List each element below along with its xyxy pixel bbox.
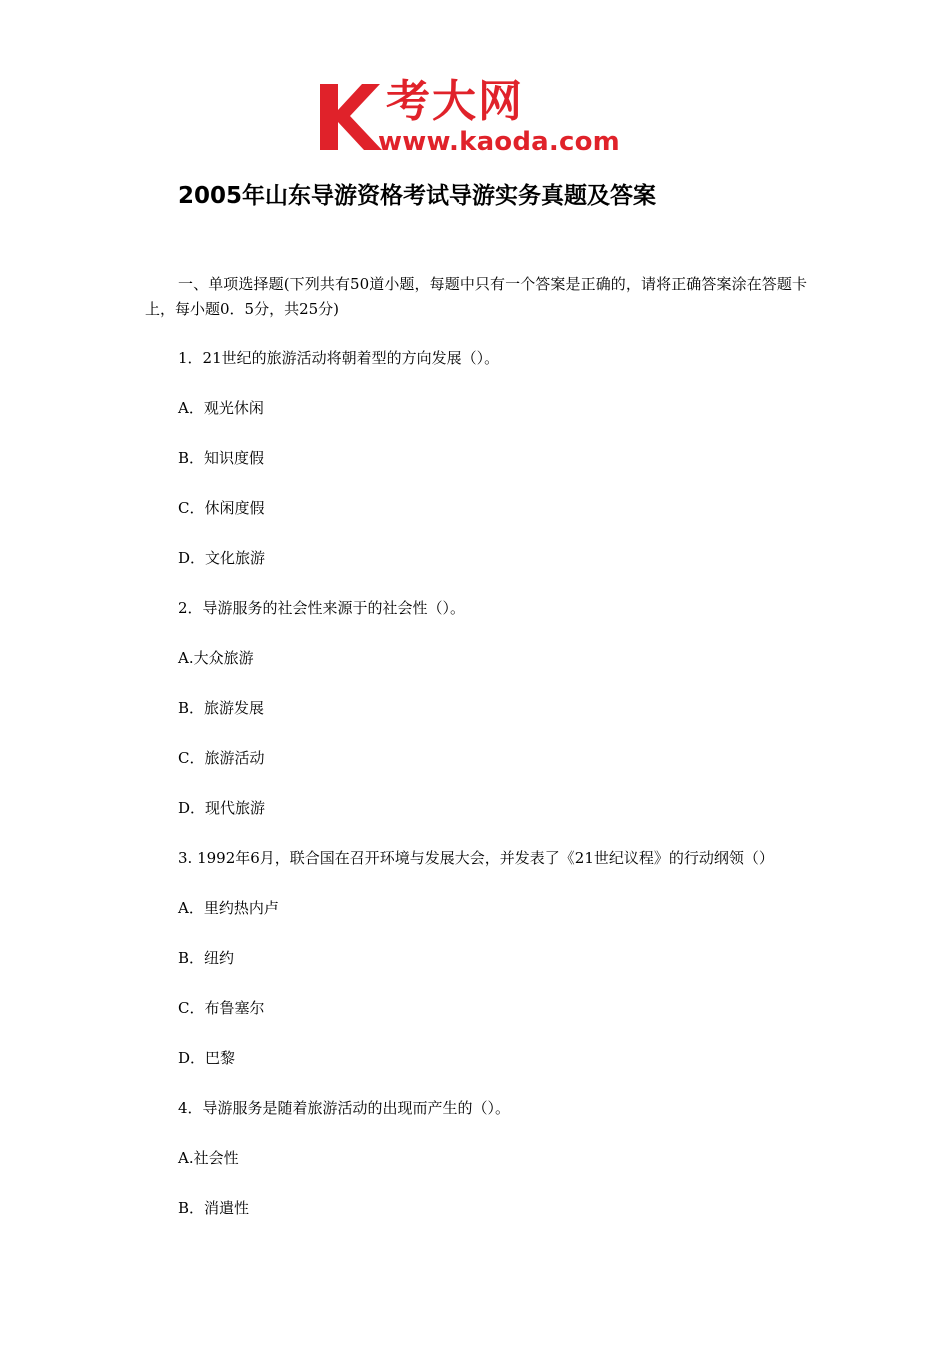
question-option: C．休闲度假: [178, 499, 265, 517]
question-option: D．现代旅游: [178, 799, 266, 817]
document-title: 2005年山东导游资格考试导游实务真题及答案: [178, 183, 657, 209]
question-option: A.社会性: [178, 1149, 239, 1167]
question-option: B．纽约: [178, 949, 235, 967]
logo-url-text: www.kaoda.com: [378, 127, 620, 157]
question-option: D．文化旅游: [178, 549, 266, 567]
question-option: B．消遣性: [178, 1199, 250, 1217]
question-stem: 3. 1992年6月，联合国在召开环境与发展大会，并发表了《21世纪议程》的行动纲领（）: [178, 849, 774, 867]
k-logo-icon: [318, 82, 384, 152]
question-option: A.大众旅游: [178, 649, 254, 667]
question-stem: 2．导游服务的社会性来源于的社会性（）。: [178, 599, 466, 617]
logo-brand-text: 考大网: [386, 76, 524, 127]
question-option: C．布鲁塞尔: [178, 999, 265, 1017]
question-option: B．旅游发展: [178, 699, 265, 717]
question-stem: 4．导游服务是随着旅游活动的出现而产生的（）。: [178, 1099, 511, 1117]
question-option: C．旅游活动: [178, 749, 265, 767]
question-option: A．里约热内卢: [178, 899, 279, 917]
section-heading: 一、单项选择题(下列共有50道小题，每题中只有一个答案是正确的，请将正确答案涂在答题卡上，每小题0．5分，共25分): [145, 275, 807, 318]
question-option: D．巴黎: [178, 1049, 236, 1067]
question-option: A．观光休闲: [178, 399, 264, 417]
kaoda-logo: [318, 78, 640, 160]
question-option: B．知识度假: [178, 449, 265, 467]
question-stem: 1．21世纪的旅游活动将朝着型的方向发展（）。: [178, 349, 500, 367]
